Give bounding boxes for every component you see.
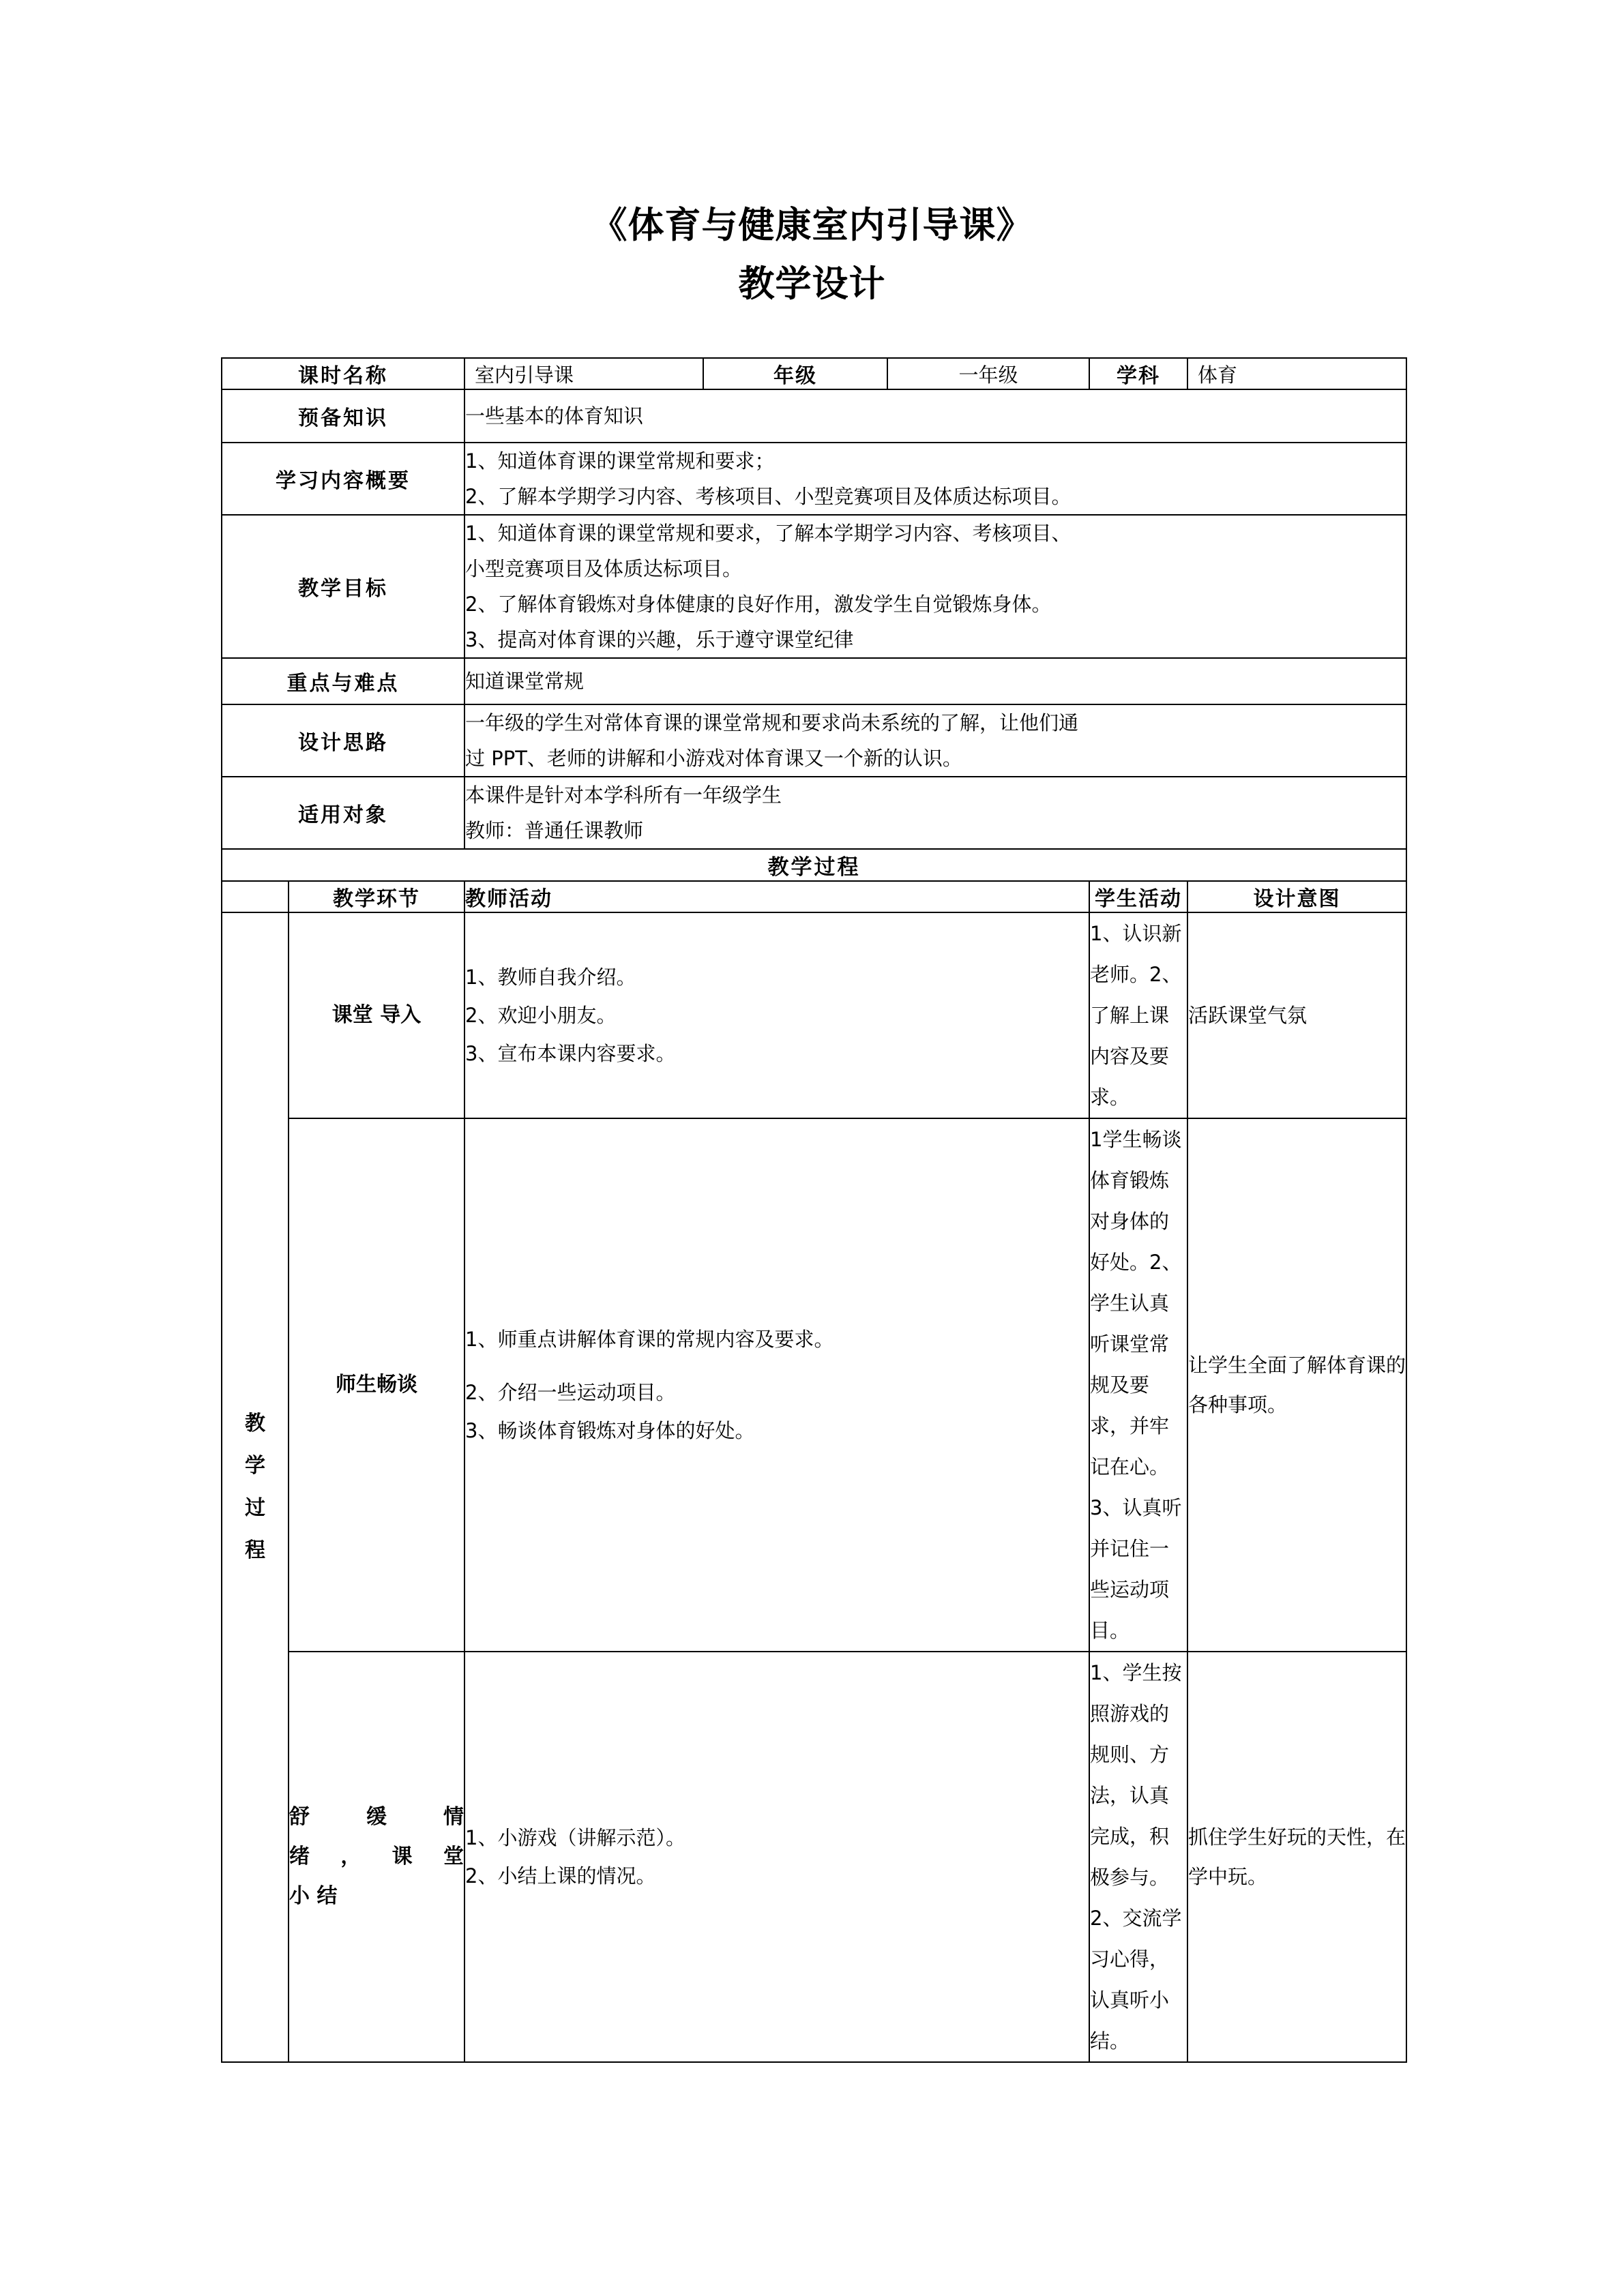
stage-line: 小 结 [289, 1884, 338, 1908]
table-row-prerequisite [222, 389, 1406, 443]
stage-line: 舒缓情 [289, 1805, 464, 1829]
column-header-student: 学生活动 [1089, 881, 1187, 912]
audience-line-2: 教师：普通任课教师 [465, 819, 644, 842]
title-line-1: 《体育与健康室内引导课》 [591, 205, 1033, 246]
table-row-design-approach [222, 704, 1406, 777]
column-header-teacher: 教师活动 [464, 881, 1089, 912]
label-grade: 年级 [703, 358, 887, 389]
value-audience [464, 777, 1406, 849]
teacher-activity-discussion [464, 1118, 1089, 1652]
label-design-approach: 设计思路 [222, 704, 464, 777]
table-row-objectives [222, 515, 1406, 658]
table-row-content-summary [222, 443, 1406, 515]
process-row-introduction [222, 912, 1406, 1118]
label-lesson-name: 课时名称 [222, 358, 464, 389]
teacher-line: 2、欢迎小朋友。 [465, 1004, 617, 1027]
teacher-line: 1、小游戏（讲解示范）。 [465, 1826, 685, 1849]
table-row-process-headers [222, 881, 1406, 912]
process-row-discussion [222, 1118, 1406, 1652]
value-subject: 体育 [1187, 358, 1406, 389]
teacher-activity-summary [464, 1652, 1089, 2062]
student-activity-discussion: 1学生畅谈体育锻炼对身体的好处。2、学生认真听课堂常规及要求，并牢记在心。3、认真听并记住一些运动项目。 [1089, 1118, 1187, 1652]
column-header-stage: 教学环节 [289, 881, 464, 912]
value-lesson-name: 室内引导课 [464, 358, 703, 389]
objective-line-4: 3、提高对体育课的兴趣，乐于遵守课堂纪律 [465, 628, 854, 651]
teacher-line: 3、宣布本课内容要求。 [465, 1042, 676, 1065]
process-row-summary [222, 1652, 1406, 2062]
teacher-line: 2、小结上课的情况。 [465, 1864, 656, 1888]
value-grade: 一年级 [887, 358, 1089, 389]
value-prerequisite: 一些基本的体育知识 [464, 389, 1406, 443]
label-content-summary: 学习内容概要 [222, 443, 464, 515]
objective-line-2: 小型竞赛项目及体质达标项目。 [465, 557, 743, 580]
value-content-summary [464, 443, 1406, 515]
objective-line-3: 2、了解体育锻炼对身体健康的良好作用，激发学生自觉锻炼身体。 [465, 593, 1052, 616]
teacher-activity-introduction [464, 912, 1089, 1118]
label-subject: 学科 [1089, 358, 1187, 389]
vertical-char-3: 过 [245, 1496, 265, 1520]
label-prerequisite: 预备知识 [222, 389, 464, 443]
stage-name-summary [289, 1652, 464, 2062]
teacher-line: 3、畅谈体育锻炼对身体的好处。 [465, 1419, 755, 1442]
value-objectives [464, 515, 1406, 658]
design-intent-introduction: 活跃课堂气氛 [1187, 912, 1406, 1118]
design-intent-summary: 抓住学生好玩的天性，在学中玩。 [1187, 1652, 1406, 2062]
value-key-points: 知道课堂常规 [464, 658, 1406, 704]
document-title [0, 196, 1624, 314]
content-summary-line-1: 1、知道体育课的课堂常规和要求； [465, 449, 775, 473]
table-row-key-points [222, 658, 1406, 704]
design-line-1: 一年级的学生对常体育课的课堂常规和要求尚未系统的了解，让他们通 [465, 711, 1079, 734]
content-summary-line-2: 2、了解本学期学习内容、考核项目、小型竞赛项目及体质达标项目。 [465, 485, 1072, 508]
teacher-line: 1、师重点讲解体育课的常规内容及要求。 [465, 1328, 834, 1351]
objective-line-1: 1、知道体育课的课堂常规和要求，了解本学期学习内容、考核项目、 [465, 522, 1072, 545]
label-objectives: 教学目标 [222, 515, 464, 658]
table-row-audience [222, 777, 1406, 849]
process-section-title: 教学过程 [222, 849, 1406, 881]
value-design-approach [464, 704, 1406, 777]
column-header-intent: 设计意图 [1187, 881, 1406, 912]
stage-name-introduction: 课堂 导入 [289, 912, 464, 1118]
title-line-2: 教学设计 [738, 263, 886, 305]
teacher-line-spacer [465, 1358, 1089, 1373]
table-row-lesson-name [222, 358, 1406, 389]
teacher-line: 2、介绍一些运动项目。 [465, 1381, 676, 1404]
stage-line: 绪 ， 课 堂 [289, 1845, 464, 1868]
vertical-char-2: 学 [245, 1454, 265, 1478]
audience-line-1: 本课件是针对本学科所有一年级学生 [465, 784, 782, 807]
stage-name-discussion: 师生畅谈 [289, 1118, 464, 1652]
teacher-line: 1、教师自我介绍。 [465, 966, 636, 989]
design-intent-discussion: 让学生全面了解体育课的各种事项。 [1187, 1118, 1406, 1652]
lesson-plan-table [221, 357, 1407, 2063]
label-key-points: 重点与难点 [222, 658, 464, 704]
design-line-2: 过 PPT、老师的讲解和小游戏对体育课又一个新的认识。 [465, 747, 962, 770]
vertical-label-teaching-process [222, 912, 289, 2062]
label-audience: 适用对象 [222, 777, 464, 849]
vertical-char-1: 教 [245, 1412, 265, 1435]
student-activity-introduction: 1、认识新老师。2、了解上课内容及要求。 [1089, 912, 1187, 1118]
vertical-char-4: 程 [245, 1538, 265, 1562]
table-row-process-title [222, 849, 1406, 881]
process-corner-cell [222, 881, 289, 912]
student-activity-summary: 1、学生按照游戏的规则、方法，认真完成，积极参与。2、交流学习心得，认真听小结。 [1089, 1652, 1187, 2062]
